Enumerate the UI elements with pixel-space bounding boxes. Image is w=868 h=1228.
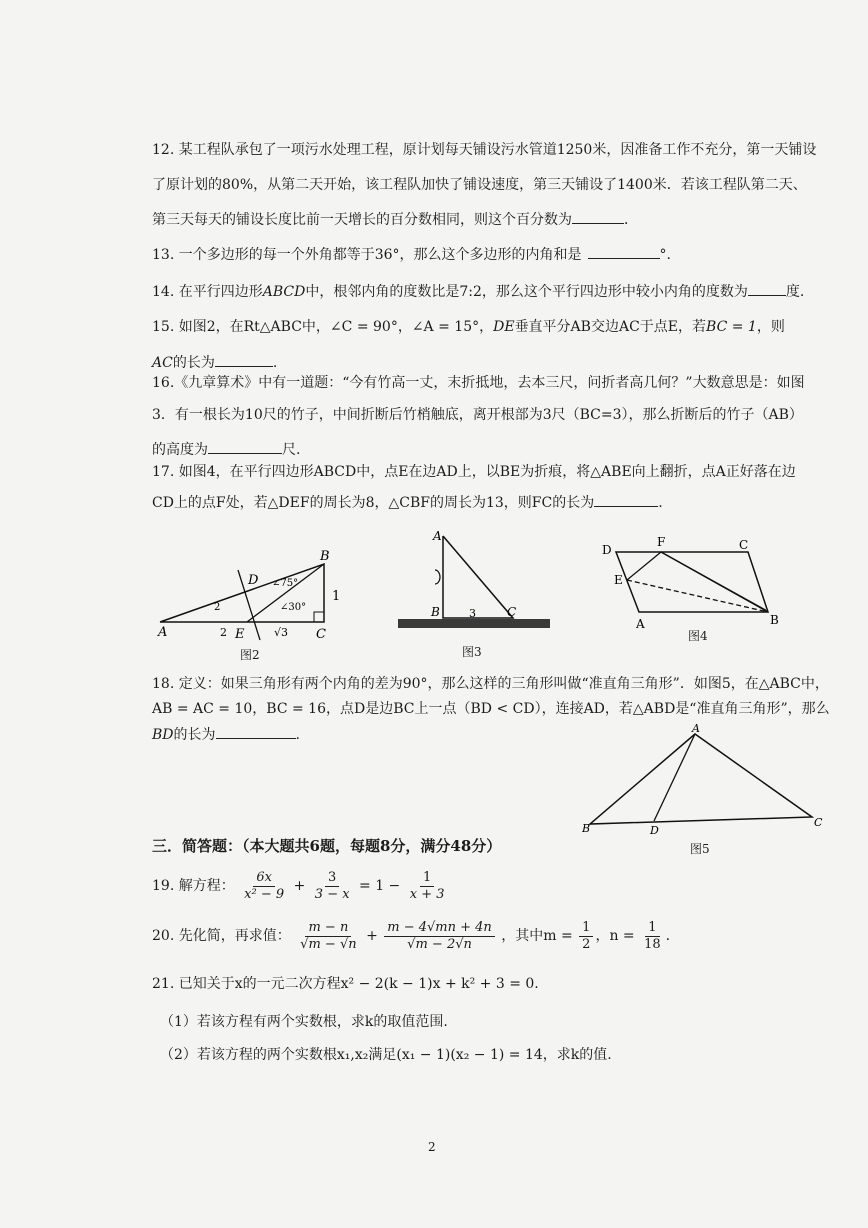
q19-line [152, 866, 450, 906]
q16-line3 [152, 441, 300, 459]
q15-answer-blank[interactable] [215, 354, 273, 367]
q12-line2: 了原计划的80%，从第二天开始，该工程队加快了铺设速度，第三天铺设了1400米．若该工程队第二天、 [152, 177, 807, 193]
q19-fraction-3 [407, 870, 448, 903]
q14-end: 度. [785, 284, 805, 300]
q19-fraction-2 [312, 870, 353, 903]
q16-line1: 16.《九章算术》中有一道题：“今有竹高一丈，末折抵地，去本三尺，问折者高几何？”大数意思是：如图 [152, 375, 805, 391]
q19-f1-den: x² − 9 [244, 886, 285, 902]
q19-f3-num: 1 [420, 870, 434, 887]
q18-end: . [295, 727, 300, 743]
q16-answer-blank[interactable] [208, 441, 282, 454]
fig2-caption: 图2 [240, 648, 260, 662]
q16-line2: 3．有一根长为10尺的竹子，中间折断后竹梢触底，离开根部为3尺（BC=3），那么折断后的竹子（AB） [152, 407, 803, 423]
q17-line1: 17. 如图4，在平行四边形ABCD中，点E在边AD上，以BE为折痕，将△ABE向上翻折，点A正好落在边 [152, 464, 796, 480]
fig4-label-c: C [739, 538, 749, 552]
q20-fraction-1 [297, 920, 359, 953]
q14-pre: 14. 在平行四边形 [152, 284, 263, 300]
q15-line1 [152, 318, 785, 336]
q12-end: ． [624, 212, 638, 228]
q15-l2end: . [272, 355, 278, 371]
section-3-title: 三．简答题：（本大题共6题，每题8分，满分48分） [152, 837, 502, 855]
q21-line1: 21. 已知关于x的一元二次方程x² − 2(k − 1)x + k² + 3 = 0. [152, 976, 539, 992]
fig4-label-b: B [770, 613, 779, 627]
figure-3-svg [395, 526, 555, 636]
q20-f2-num: m − 4√mn + 4n [384, 920, 495, 937]
q20-f1-den: √m − √n [300, 936, 357, 952]
fig3-label-a: A [433, 529, 442, 543]
q20-fraction-2 [384, 920, 495, 953]
q18-line1: 18. 定义：如果三角形有两个内角的差为90°，那么这样的三角形叫做“准直角三角形”．如图5，在△ABC中， [152, 676, 829, 692]
q18-line3 [152, 726, 300, 744]
q13-text: 13. 一个多边形的每一个外角都等于36°，那么这个多边形的内角和是 [152, 247, 582, 263]
fig3-caption: 图3 [462, 645, 482, 659]
q15-l2b: 的长为 [172, 355, 215, 371]
q12-line3 [152, 211, 638, 229]
q14-abcd: ABCD [262, 284, 306, 300]
q17-answer-blank[interactable] [594, 494, 658, 507]
fig5-caption: 图5 [690, 842, 710, 856]
q18-l3b: 的长为 [173, 727, 216, 743]
q18-answer-blank[interactable] [216, 726, 296, 739]
q12-answer-blank[interactable] [572, 211, 624, 224]
fig2-note-ang2: ∠30° [280, 602, 307, 613]
q19-f1-num: 6x [253, 870, 275, 887]
figure-4 [596, 532, 796, 632]
q15-ac: AC [152, 355, 173, 371]
fig3-label-c: C [507, 605, 517, 619]
q20-n-num: 1 [645, 920, 659, 937]
fig5-label-a: A [692, 724, 700, 735]
q17-line2 [152, 494, 663, 512]
q20-mid: ，其中m = [501, 928, 573, 944]
q17-end: . [658, 495, 663, 511]
q15-mid: 垂直平分AB交边AC于点E，若 [514, 319, 707, 335]
fig2-note-two: 2 [220, 626, 227, 639]
fig4-label-d: D [602, 543, 612, 557]
q19-label: 19. 解方程： [152, 878, 235, 894]
q19-fraction-1 [241, 870, 287, 903]
fig2-note-root: √3 [274, 626, 289, 639]
q20-m-den: 2 [582, 936, 591, 952]
q19-f2-den: 3 − x [314, 886, 350, 902]
figure-3 [395, 526, 555, 636]
fig2-label-e: E [235, 627, 245, 642]
q18-bd: BD [152, 727, 174, 743]
fig3-note-three: 3 [469, 607, 476, 620]
q21-part1: （1）若该方程有两个实数根，求k的取值范围. [160, 1014, 448, 1030]
q15-de: DE [493, 319, 515, 335]
q20-n-den: 18 [644, 936, 661, 952]
q14-line [152, 283, 804, 301]
fig2-label-d: D [248, 573, 259, 588]
q20-n-value [641, 920, 664, 953]
q16-end: 尺. [282, 442, 301, 458]
q12-line1: 12. 某工程队承包了一项污水处理工程，原计划每天铺设污水管道1250米，因准备工作不充分，第一天铺设 [152, 142, 817, 158]
q13-end: °. [659, 247, 671, 263]
q20-m-value [579, 920, 593, 953]
q19-f2-num: 3 [325, 870, 339, 887]
q15-pre: 15. 如图2，在Rt△ABC中，∠C = 90°，∠A = 15°， [152, 319, 494, 335]
fig2-label-a: A [158, 625, 168, 640]
q17-line2-text: CD上的点F处，若△DEF的周长为8，△CBF的周长为13，则FC的长为 [152, 495, 595, 511]
q20-m-num: 1 [579, 920, 593, 937]
q15-bc: BC = 1 [706, 319, 757, 335]
q19-f3-den: x + 3 [409, 886, 445, 902]
q14-mid: 中，根邻内角的度数比是7:2，那么这个平行四边形中较小内角的度数为 [305, 284, 748, 300]
q12-line3-text: 第三天每天的铺设长度比前一天增长的百分数相同，则这个百分数为 [152, 212, 572, 228]
fig4-label-e: E [614, 573, 623, 587]
q20-comma: ，n = [595, 928, 635, 944]
q18-line2: AB = AC = 10，BC = 16，点D是边BC上一点（BD < CD），连接AD，若△ABD是“准直角三角形”，那么 [152, 701, 830, 717]
q15-line2 [152, 354, 277, 372]
fig2-label-b: B [320, 549, 330, 564]
q20-plus: + [366, 928, 378, 944]
q15-end: ，则 [756, 319, 785, 335]
fig2-note-two-b: 2 [214, 602, 221, 613]
figure-5-svg [582, 724, 832, 834]
q14-answer-blank[interactable] [748, 283, 786, 296]
q20-f2-den: √m − 2√n [407, 936, 472, 952]
fig4-label-a: A [636, 617, 645, 631]
page-number: 2 [428, 1140, 436, 1154]
q13-line [152, 246, 671, 264]
fig5-label-c: C [814, 816, 823, 829]
fig2-label-c: C [316, 627, 326, 642]
q20-line [152, 916, 670, 956]
fig2-note-angle: ∠75° [272, 578, 299, 589]
fig5-label-b: B [582, 822, 591, 834]
figure-5 [582, 724, 832, 834]
q19-plus: + [293, 878, 306, 894]
fig4-label-f: F [657, 535, 666, 549]
fig2-note-one: 1 [332, 589, 341, 604]
q19-eq: = 1 − [359, 878, 401, 894]
q20-f1-num: m − n [305, 920, 351, 937]
q20-label: 20. 先化简，再求值： [152, 928, 291, 944]
q21-part2: （2）若该方程的两个实数根x₁,x₂满足(x₁ − 1)(x₂ − 1) = 14，求k的值. [160, 1047, 612, 1063]
q16-line3-text: 的高度为 [152, 442, 208, 458]
figure-4-svg [596, 532, 796, 632]
q13-answer-blank[interactable] [588, 246, 660, 259]
fig5-label-d: D [650, 824, 659, 834]
fig4-caption: 图4 [688, 629, 708, 643]
fig3-label-b: B [431, 605, 440, 619]
q20-end: . [665, 928, 671, 944]
